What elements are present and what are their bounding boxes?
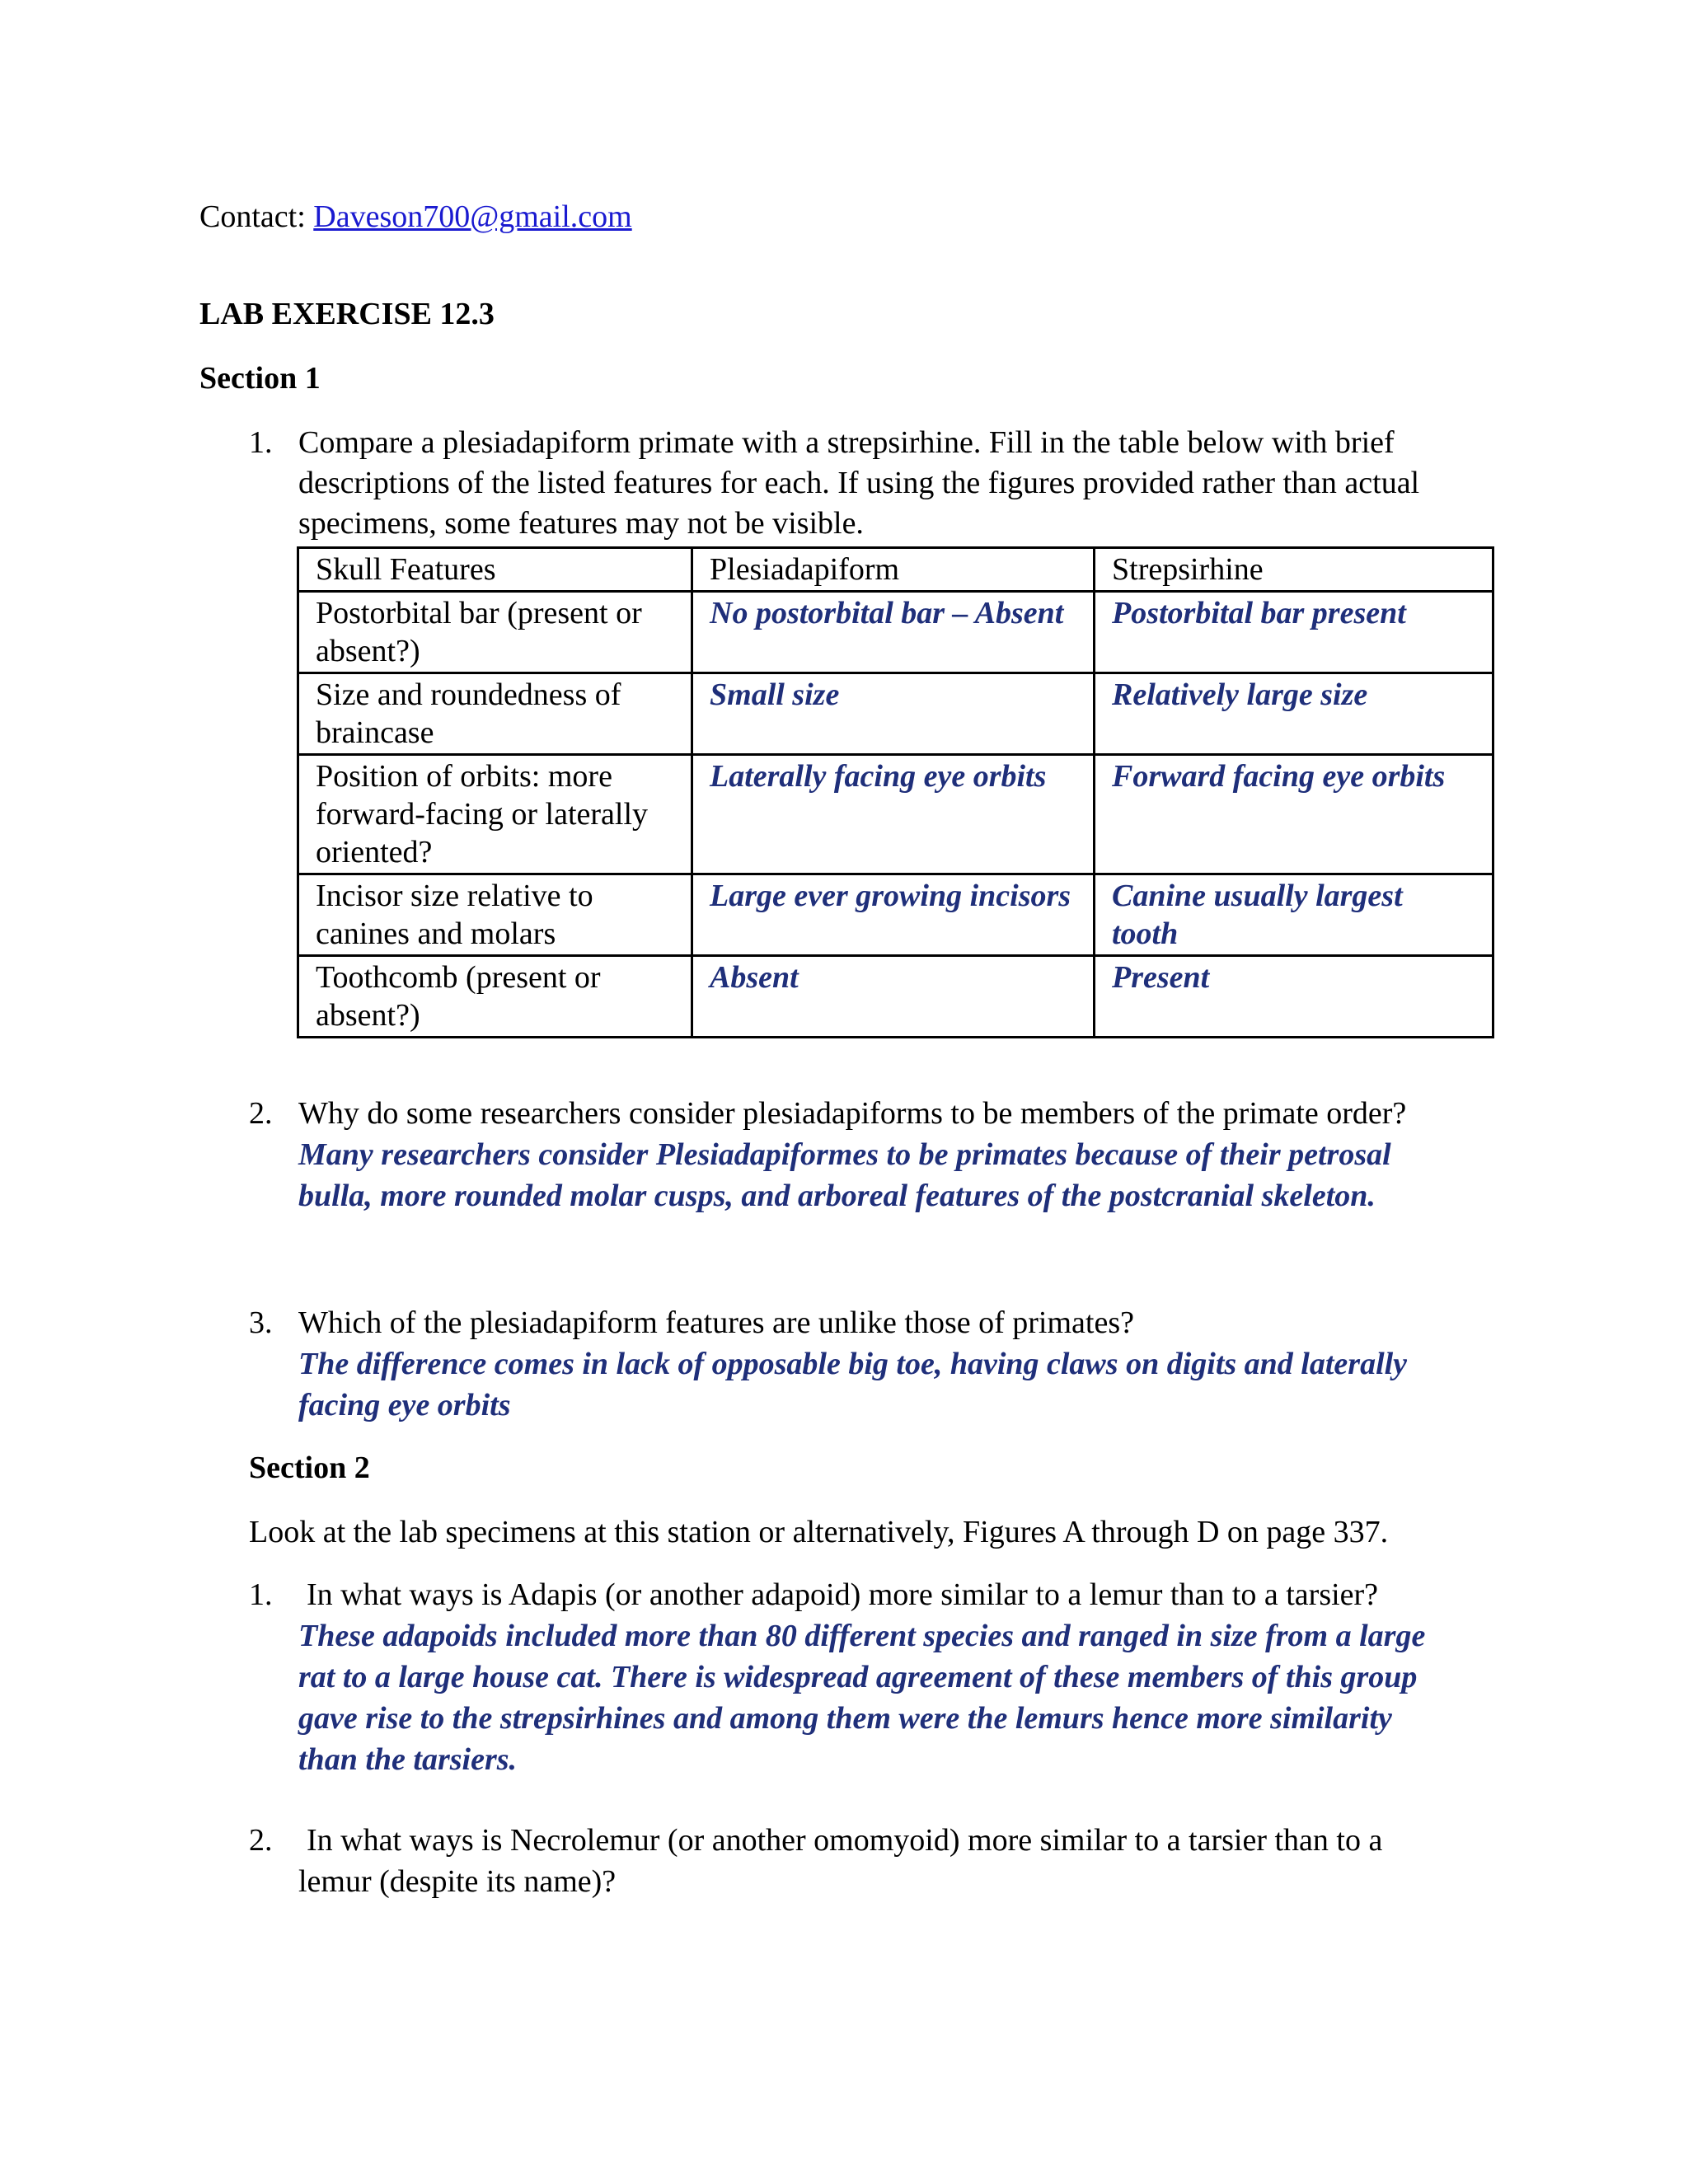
table-header-cell: Plesiadapiform [692,548,1095,592]
question-text: descriptions of the listed features for each. If using the figures provided rather than actual [298,466,1420,500]
question-number: 3. [249,1305,273,1340]
question-text: Why do some researchers consider plesiadapiforms to be members of the primate order? [298,1096,1407,1131]
answer-text: bulla, more rounded molar cusps, and arboreal features of the postcranial skeleton. [298,1179,1376,1213]
strepsirhine-answer-cell: Forward facing eye orbits [1095,755,1493,874]
section-2-intro: Look at the lab specimens at this station or alternatively, Figures A through D on page 337. [249,1515,1389,1549]
question-text: Compare a plesiadapiform primate with a strepsirhine. Fill in the table below with brief [298,425,1395,460]
question-number: 2. [249,1096,273,1131]
strepsirhine-answer-cell: Canine usually largest tooth [1095,874,1493,956]
plesiadapiform-answer-cell: Laterally facing eye orbits [692,755,1095,874]
question-number: 2. [249,1823,273,1858]
table-row [298,673,1493,755]
contact-line [199,196,632,237]
question-text: Which of the plesiadapiform features are unlike those of primates? [298,1305,1134,1340]
contact-email-link[interactable]: Daveson700@gmail.com [313,199,632,234]
table-header-cell: Strepsirhine [1095,548,1493,592]
question-text: In what ways is Adapis (or another adapoid) more similar to a lemur than to a tarsier? [307,1577,1379,1612]
lab-title: LAB EXERCISE 12.3 [199,297,495,331]
section-1-heading: Section 1 [199,361,321,396]
answer-text: gave rise to the strepsirhines and among them were the lemurs hence more similarity [298,1701,1392,1736]
answer-text: facing eye orbits [298,1388,511,1422]
table-row [298,956,1493,1038]
table-row [298,874,1493,956]
plesiadapiform-answer-cell: Large ever growing incisors [692,874,1095,956]
answer-text: The difference comes in lack of opposable big toe, having claws on digits and laterally [298,1347,1408,1381]
plesiadapiform-answer-cell: No postorbital bar – Absent [692,592,1095,673]
question-text: lemur (despite its name)? [298,1864,617,1899]
answer-text: rat to a large house cat. There is widespread agreement of these members of this group [298,1660,1418,1694]
table-header-row [298,548,1493,592]
section-2-heading: Section 2 [249,1451,370,1485]
table-row [298,592,1493,673]
question-number: 1. [249,425,273,460]
answer-text: than the tarsiers. [298,1742,518,1777]
question-number: 1. [249,1577,273,1612]
contact-label: Contact: [199,199,306,234]
feature-cell: Position of orbits: more forward-facing or laterally oriented? [298,755,692,874]
answer-text: Many researchers consider Plesiadapiformes to be primates because of their petrosal [298,1137,1391,1172]
skull-features-table [297,546,1494,1038]
plesiadapiform-answer-cell: Absent [692,956,1095,1038]
question-text: In what ways is Necrolemur (or another omomyoid) more similar to a tarsier than to a [307,1823,1383,1858]
strepsirhine-answer-cell: Relatively large size [1095,673,1493,755]
table-row [298,755,1493,874]
strepsirhine-answer-cell: Present [1095,956,1493,1038]
feature-cell: Postorbital bar (present or absent?) [298,592,692,673]
feature-cell: Toothcomb (present or absent?) [298,956,692,1038]
feature-cell: Incisor size relative to canines and molars [298,874,692,956]
question-text: specimens, some features may not be visible. [298,506,864,541]
feature-cell: Size and roundedness of braincase [298,673,692,755]
plesiadapiform-answer-cell: Small size [692,673,1095,755]
table-header-cell: Skull Features [298,548,692,592]
strepsirhine-answer-cell: Postorbital bar present [1095,592,1493,673]
answer-text: These adapoids included more than 80 different species and ranged in size from a large [298,1619,1426,1653]
